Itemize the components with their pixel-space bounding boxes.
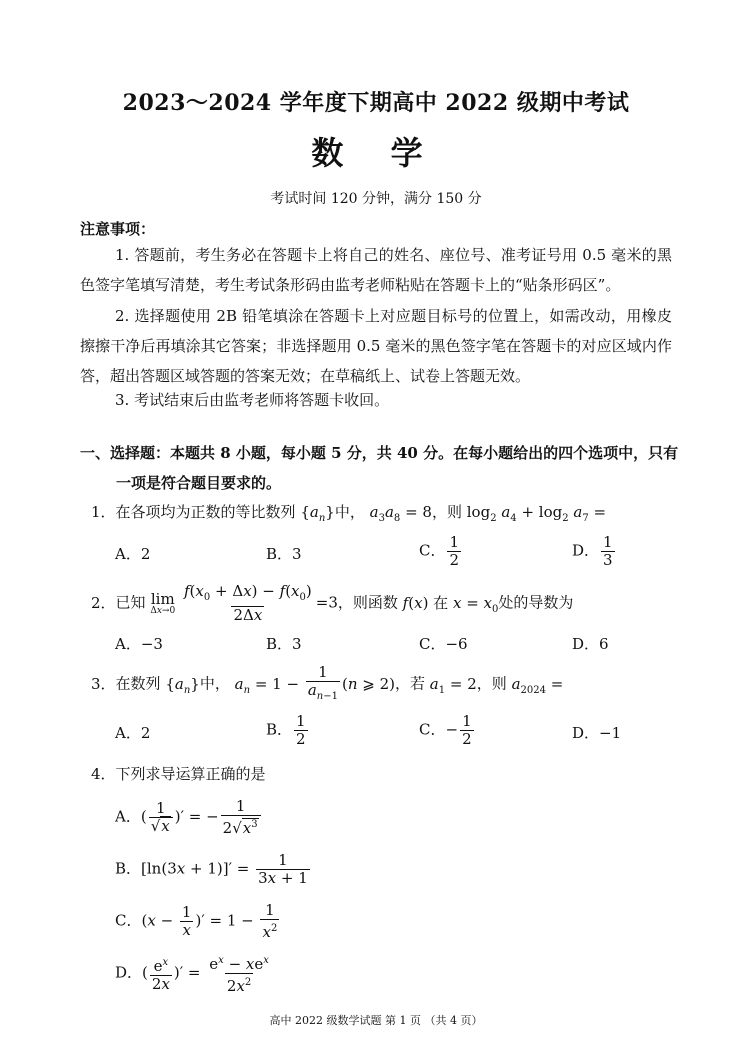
q2-option-c[interactable]: C．−6 bbox=[419, 635, 468, 653]
option-label: B． bbox=[115, 859, 142, 878]
option-label: C． bbox=[115, 911, 142, 930]
math-expression: f(x) 在 $x = x_0$ bbox=[402, 593, 499, 615]
limit-symbol: lim Δx→0 bbox=[150, 589, 176, 616]
question-text: ，则 bbox=[431, 503, 462, 521]
q3-option-a[interactable]: A．2 bbox=[115, 724, 151, 742]
question-4 bbox=[91, 763, 266, 784]
option-label: A． bbox=[115, 807, 141, 826]
q4-option-c[interactable]: C．(x − $\frac{1}{x}$ )′ = 1 − $\frac{1}{x^2}$ bbox=[115, 901, 278, 941]
q3-option-b[interactable] bbox=[266, 713, 310, 748]
option-label: D． bbox=[572, 541, 600, 560]
option-label: B． bbox=[266, 720, 293, 739]
question-text: 中， bbox=[199, 674, 230, 693]
fraction: $\frac{1}{3}$ bbox=[603, 533, 613, 569]
question-1 bbox=[91, 501, 606, 524]
option-label: C． bbox=[419, 720, 446, 739]
math-expression: $\{a_n\}$ bbox=[300, 503, 335, 524]
question-text: 在数列 bbox=[115, 674, 161, 693]
option-label: C． bbox=[419, 541, 446, 560]
q1-option-d[interactable] bbox=[572, 534, 617, 569]
question-text: 已知 bbox=[115, 593, 146, 612]
question-text: ，则 bbox=[476, 674, 507, 693]
question-number: 4． bbox=[91, 765, 116, 783]
q2-option-d[interactable]: D．6 bbox=[572, 635, 609, 653]
notice-item-3: 3. 考试结束后由监考老师将答题卡收回。 bbox=[115, 391, 390, 409]
math-expression: $\log_2 a_4 + \log_2 a_7$ = bbox=[466, 503, 607, 524]
fraction: $\frac{f(x_0 + \Delta x) - f(x_0)}{2\Delta x}$ bbox=[183, 582, 312, 624]
notice-item-1: 1. 答题前，考生务必在答题卡上将自己的姓名、座位号、准考证号用 0.5 毫米的黑色签字笔填写清楚，考生考试条形码由监考老师粘贴在答题卡上的“贴条形码区”。 bbox=[80, 246, 672, 294]
math-expression: $a_n = 1$ − $\frac{1}{a_{n-1}}$ (n ⩾ 2) bbox=[235, 675, 395, 693]
math-expression: $a_1 = 2$ bbox=[429, 674, 477, 696]
q3-option-d[interactable]: D．−1 bbox=[572, 724, 622, 742]
q2-option-a[interactable]: A．−3 bbox=[115, 635, 163, 653]
page-footer: 高中 2022 级数学试题 第 1 页 （共 4 页） bbox=[269, 1014, 483, 1027]
question-text: 在各项均为正数的等比数列 bbox=[115, 503, 296, 521]
q4-option-d[interactable]: D．( $\frac{e^x}{2x}$ )′ = $\frac{e^x - xe^x}{2x^2}$ bbox=[115, 955, 269, 995]
q3-option-c[interactable]: C．− $\frac{1}{2}$ bbox=[419, 712, 472, 748]
question-number: 1． bbox=[91, 503, 116, 521]
fraction: $\frac{1}{2}$ bbox=[462, 712, 472, 748]
question-text: ，若 bbox=[395, 674, 426, 693]
math-expression: $\{a_n\}$ bbox=[165, 674, 200, 696]
notice-item-2: 2. 选择题使用 2B 铅笔填涂在答题卡上对应题目标号的位置上，如需改动，用橡皮擦擦干净后再填涂其它答案；非选择题用 0.5 毫米的黑色签字笔在答题卡的对应区域内作答，超出答题区域答题的答案无效；在草稿纸上、试卷上答题无效。 bbox=[80, 307, 672, 385]
question-2: 2．已知 lim Δx→0 $\frac{f(x_0 + \Delta x) - f(x_0)}{2\Delta x}$ =3，则函数 f(x) 在 $x = x_0$处的导数为 bbox=[91, 582, 574, 624]
exam-meta: 考试时间 120 分钟，满分 150 分 bbox=[270, 191, 482, 207]
q2-option-b[interactable]: B．3 bbox=[266, 635, 302, 653]
question-text: 中， bbox=[334, 503, 365, 521]
section-1-line-1: 一、选择题：本题共 8 小题，每小题 5 分，共 40 分。在每小题给出的四个选项中，只有 bbox=[80, 444, 679, 462]
fraction: $\frac{1}{2}$ bbox=[296, 712, 306, 748]
question-number: 2． bbox=[91, 593, 116, 612]
question-text: 处的导数为 bbox=[498, 593, 574, 612]
exam-title: 2023～2024 学年度下期高中 2022 级期中考试 bbox=[122, 90, 630, 116]
q1-option-c[interactable] bbox=[419, 534, 463, 569]
question-text: ，则函数 bbox=[337, 593, 398, 612]
math-expression: $a_{2024}$ = bbox=[511, 674, 564, 696]
section-1-line-2: 一项是符合题目要求的。 bbox=[116, 474, 282, 492]
q1-option-a[interactable]: A．2 bbox=[115, 545, 151, 563]
option-label: D． bbox=[115, 963, 143, 982]
question-number: 3． bbox=[91, 674, 116, 693]
q4-option-b[interactable]: B．[ln(3x + 1)]′ = $\frac{1}{3x + 1}$ bbox=[115, 851, 308, 887]
notice-heading: 注意事项： bbox=[80, 220, 156, 238]
question-text: 下列求导运算正确的是 bbox=[115, 765, 266, 783]
q4-option-a[interactable]: A．( $\frac{1}{√x}$ )′ = − $\frac{1}{2√x^3}$ bbox=[115, 798, 263, 837]
math-expression: $a_3a_8 = 8$ bbox=[369, 503, 432, 524]
q1-option-b[interactable]: B．3 bbox=[266, 545, 302, 563]
section-1-heading bbox=[80, 438, 680, 498]
subject-title: 数 学 bbox=[311, 134, 441, 172]
fraction: $\frac{1}{2}$ bbox=[449, 533, 460, 569]
question-3 bbox=[91, 664, 563, 705]
